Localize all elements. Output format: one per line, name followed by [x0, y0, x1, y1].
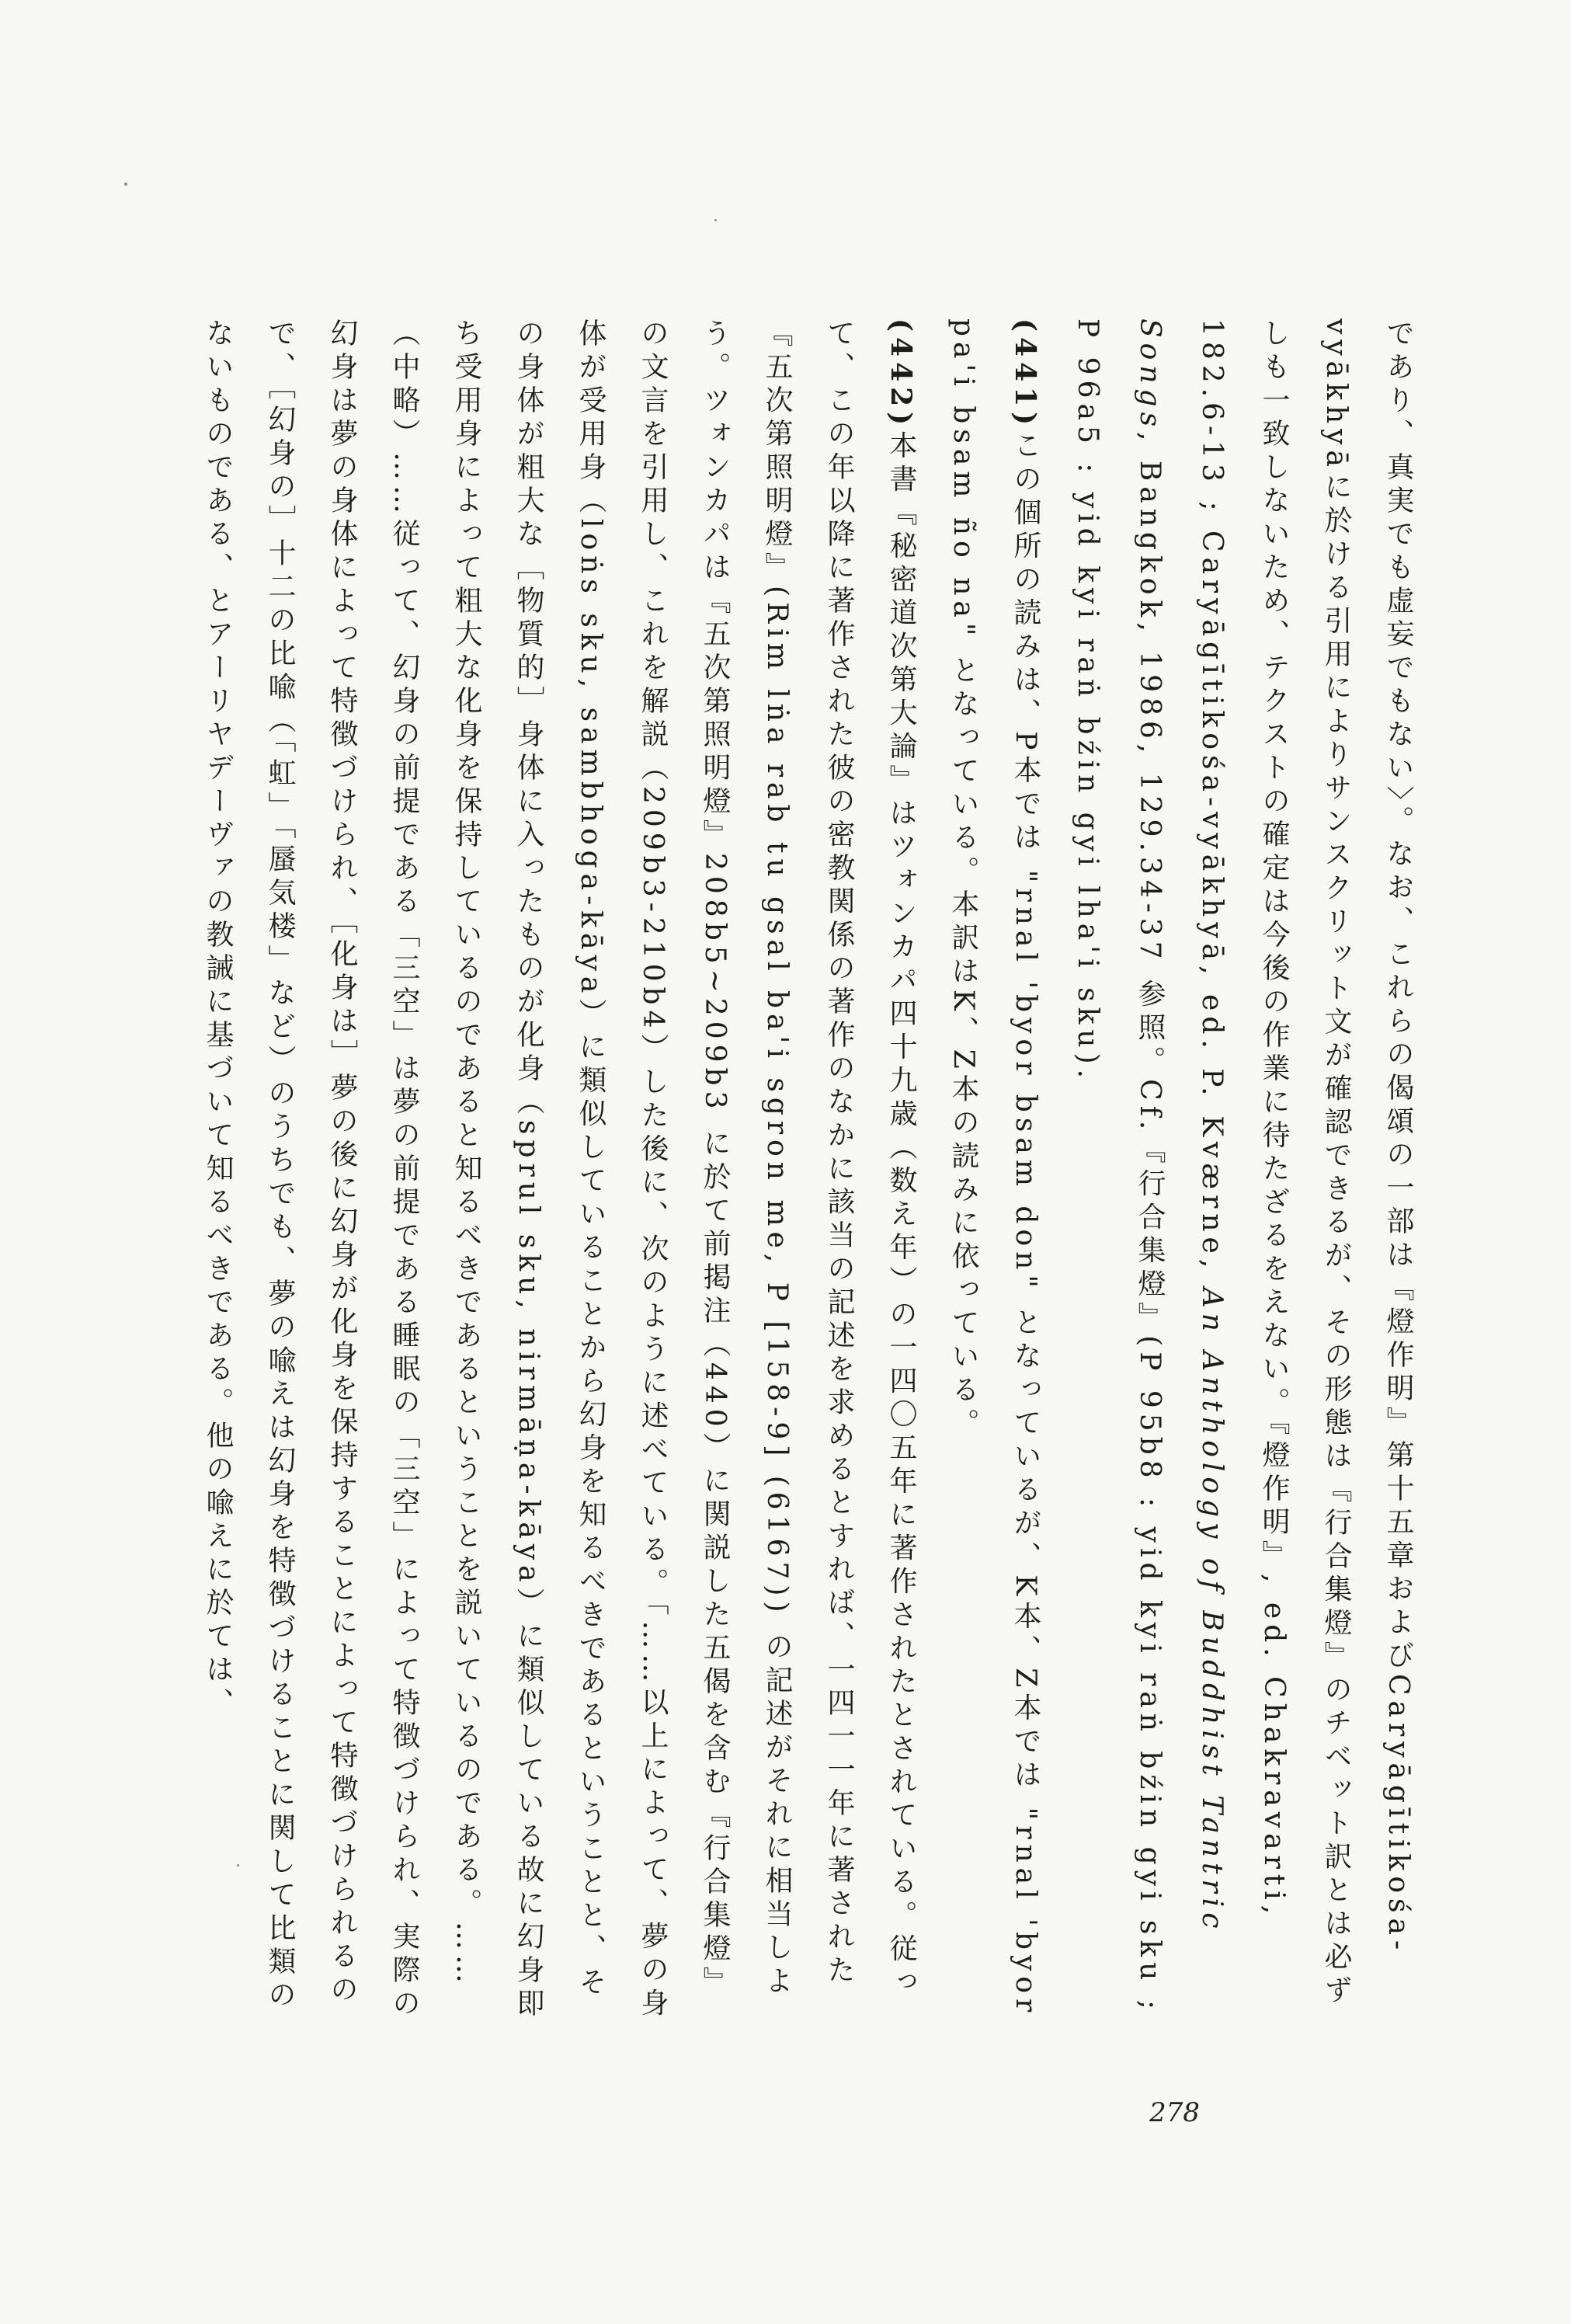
- scan-speck: [124, 183, 127, 186]
- footnote-441: [932, 318, 1056, 2027]
- footnote-text: この個所の読みは、P本では "rnal 'byor bsam don" となっているが、K本、Z本では "rnal 'byor pa'i bsam ño na" となっている。本訳はK、Z本の読みに依っている。: [947, 318, 1041, 2018]
- footnote-number: (442): [885, 318, 917, 431]
- paragraph-continuation: [1056, 318, 1429, 2027]
- paragraph-text: , Bangkok, 1986, 129.34-37 参照。Cf.『行合集燈』(P 95b8 : yid kyi raṅ bźin gyi sku ; P 96a5 : yid kyi raṅ bźin gyi lha'i sku).: [1072, 318, 1166, 2015]
- vertical-text-body: [155, 318, 1429, 2027]
- page-number: 278: [1149, 2097, 1200, 2128]
- book-title-italic: An Anthology of Buddhist Tantric Songs: [1134, 318, 1228, 1934]
- footnote-number: (441): [1009, 318, 1041, 431]
- paragraph-text: であり、真実でも虚妄でもない〉。なお、これらの偈頌の一部は『燈作明』第十五章およびCaryāgītikośa-vyākhyāに於ける引用によりサンスクリット文が確認できるが、その形態は『行合集燈』のチベット訳とは必ずしも一致しないため、テクストの確定は今後の作業に待たざるをえない。『燈作明』, ed. Chakravarti, 182.6-13 ; Caryāgītikośa-vyākhyā, ed. P. Kværne,: [1196, 318, 1414, 2009]
- footnote-text: 本書『秘密道次第大論』はツォンカパ四十九歳（数え年）の一四〇五年に著作されたとされている。従って、この年以降に著作された彼の密教関係の著作のなかに該当の記述を求めるとすれば、一四一一年に著された『五次第照明燈』(Rim lṅa rab tu gsal ba'i sgron me, P [158-9] (6167)) の記述がそれに相当しよう。ツォンカパは『五次第照明燈』208b5~209b3 に於て前掲注（440）に関説した五偈を含む『行合集燈』の文言を引用し、これを解説（209b3-210b4）した後に、次のように述べている。「……以上によって、夢の身体が受用身（loṅs sku, sambhoga-kāya）に類似していることから幻身を知るべきであるということと、その身体が粗大な［物質的］身体に入ったものが化身（sprul sku, nirmāṇa-kāya）に類似している故に幻身即ち受用身によって粗大な化身を保持しているのであると知るべきであるということを説いているのである。……（中略）……従って、幻身の前提である「三空」は夢の前提である睡眠の「三空」によって特徴づけられ、実際の幻身は夢の身体によって特徴づけられ、［化身は］夢の後に幻身が化身を保持することによって特徴づけられるので、［幻身の］十二の比喩（「虹」「蜃気楼」など）のうちでも、夢の喩えは幻身を特徴づけることに関して比類のないものである、とアーリヤデーヴァの教誡に基づいて知るべきである。他の喩えに於ては、: [202, 318, 917, 2022]
- scan-speck: [714, 219, 717, 221]
- footnote-442: [186, 318, 932, 2027]
